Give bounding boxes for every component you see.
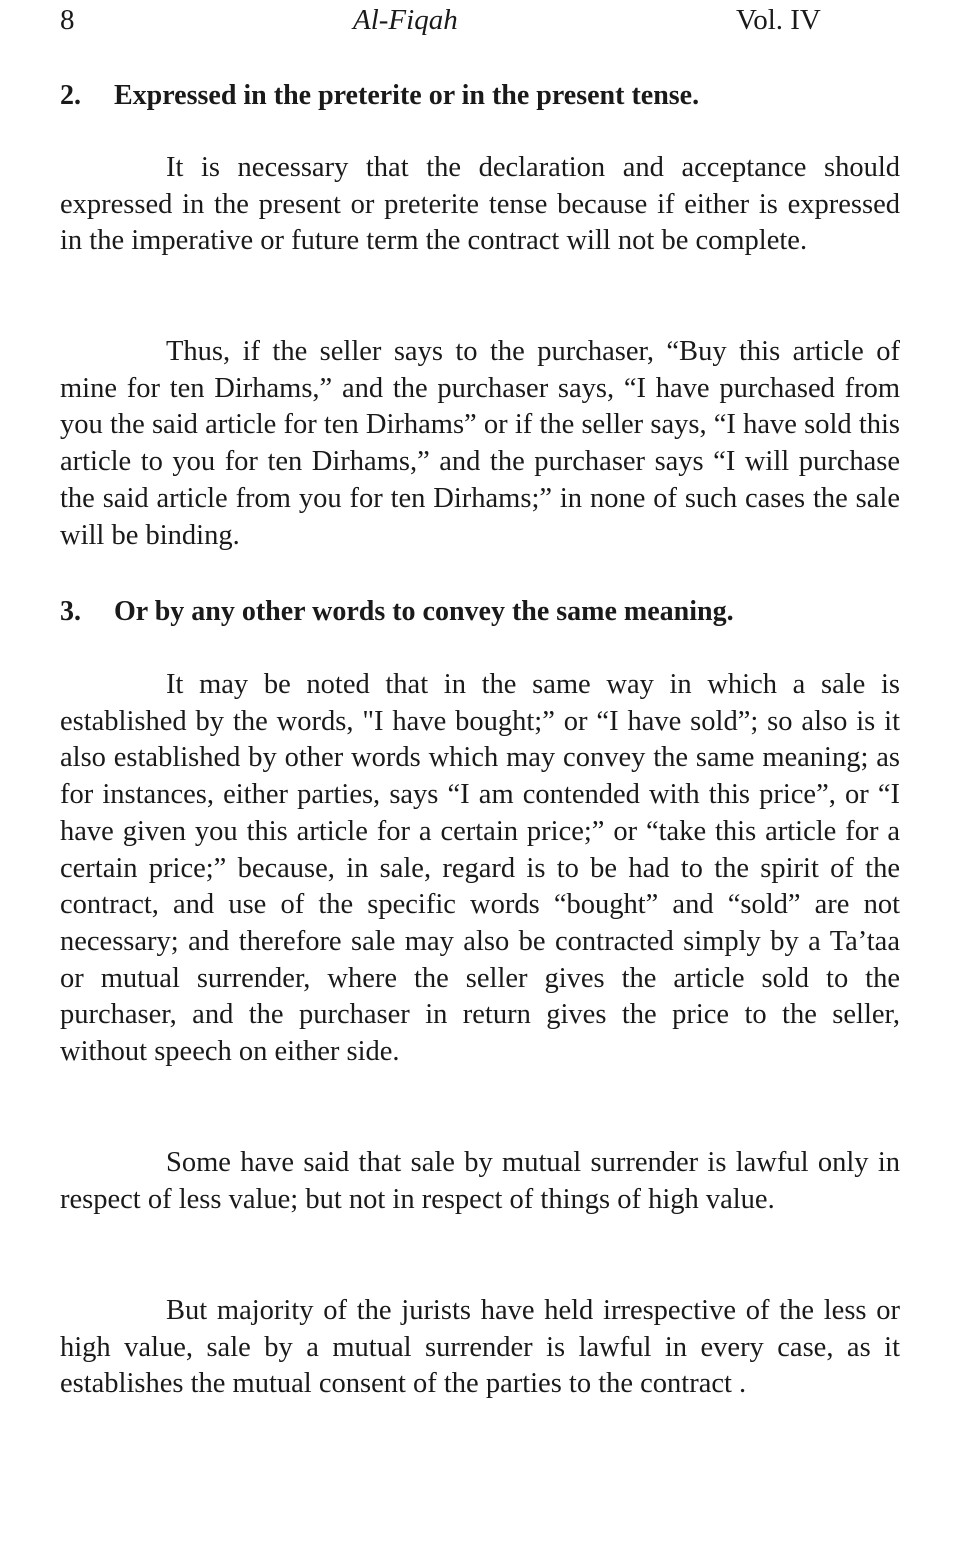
running-head xyxy=(60,0,900,44)
paragraph: It may be noted that in the same way in which a sale is established by the words, "I have bought;” or “I have sold”; so also is it also established by other words which may convey the same meaning; as for instances, either parties, says “I am contended with this price”, or “I have given you this article for a certain price;” or “take this article for a certain price;” because, in sale, regard is to be had to the spirit of the contract, and use of the specific words “bought” and “sold” are not necessary; and therefore sale may also be contracted simply by a Ta’taa or mutual surrender, where the seller gives the article sold to the purchaser, and the purchaser in return gives the price to the seller, without speech on either side. xyxy=(60,669,900,1068)
section-heading-text: Or by any other words to convey the same meaning. xyxy=(114,596,734,627)
section-heading-3 xyxy=(60,594,734,631)
section-number: 2. xyxy=(60,80,81,111)
section-heading-text: Expressed in the preterite or in the present tense. xyxy=(114,80,700,111)
paragraph: Some have said that sale by mutual surrender is lawful only in respect of less value; but not in respect of things of high value. xyxy=(60,1147,900,1215)
volume-label: Vol. IV xyxy=(736,4,821,36)
paragraph: Thus, if the seller says to the purchaser, “Buy this article of mine for ten Dirhams,” and the purchaser says, “I have purchased from you the said article for ten Dirhams” or if the seller says, “I have sold this article to you for ten Dirhams,” and the purchaser says “I will purchase the said article from you for ten Dirhams;” in none of such cases the sale will be binding. xyxy=(60,336,900,551)
page-number: 8 xyxy=(60,4,75,36)
section-heading-2 xyxy=(60,78,699,115)
paragraph: It is necessary that the declaration and acceptance should expressed in the present or preterite tense because if either is expressed in the imperative or future term the contract will not be complete. xyxy=(60,152,900,257)
section-number: 3. xyxy=(60,596,81,627)
paragraph: But majority of the jurists have held irrespective of the less or high value, sale by a mutual surrender is lawful in every case, as it establishes the mutual consent of the parties to the contract . xyxy=(60,1295,900,1400)
book-title: Al-Fiqah xyxy=(353,4,458,36)
book-page xyxy=(60,0,900,1400)
